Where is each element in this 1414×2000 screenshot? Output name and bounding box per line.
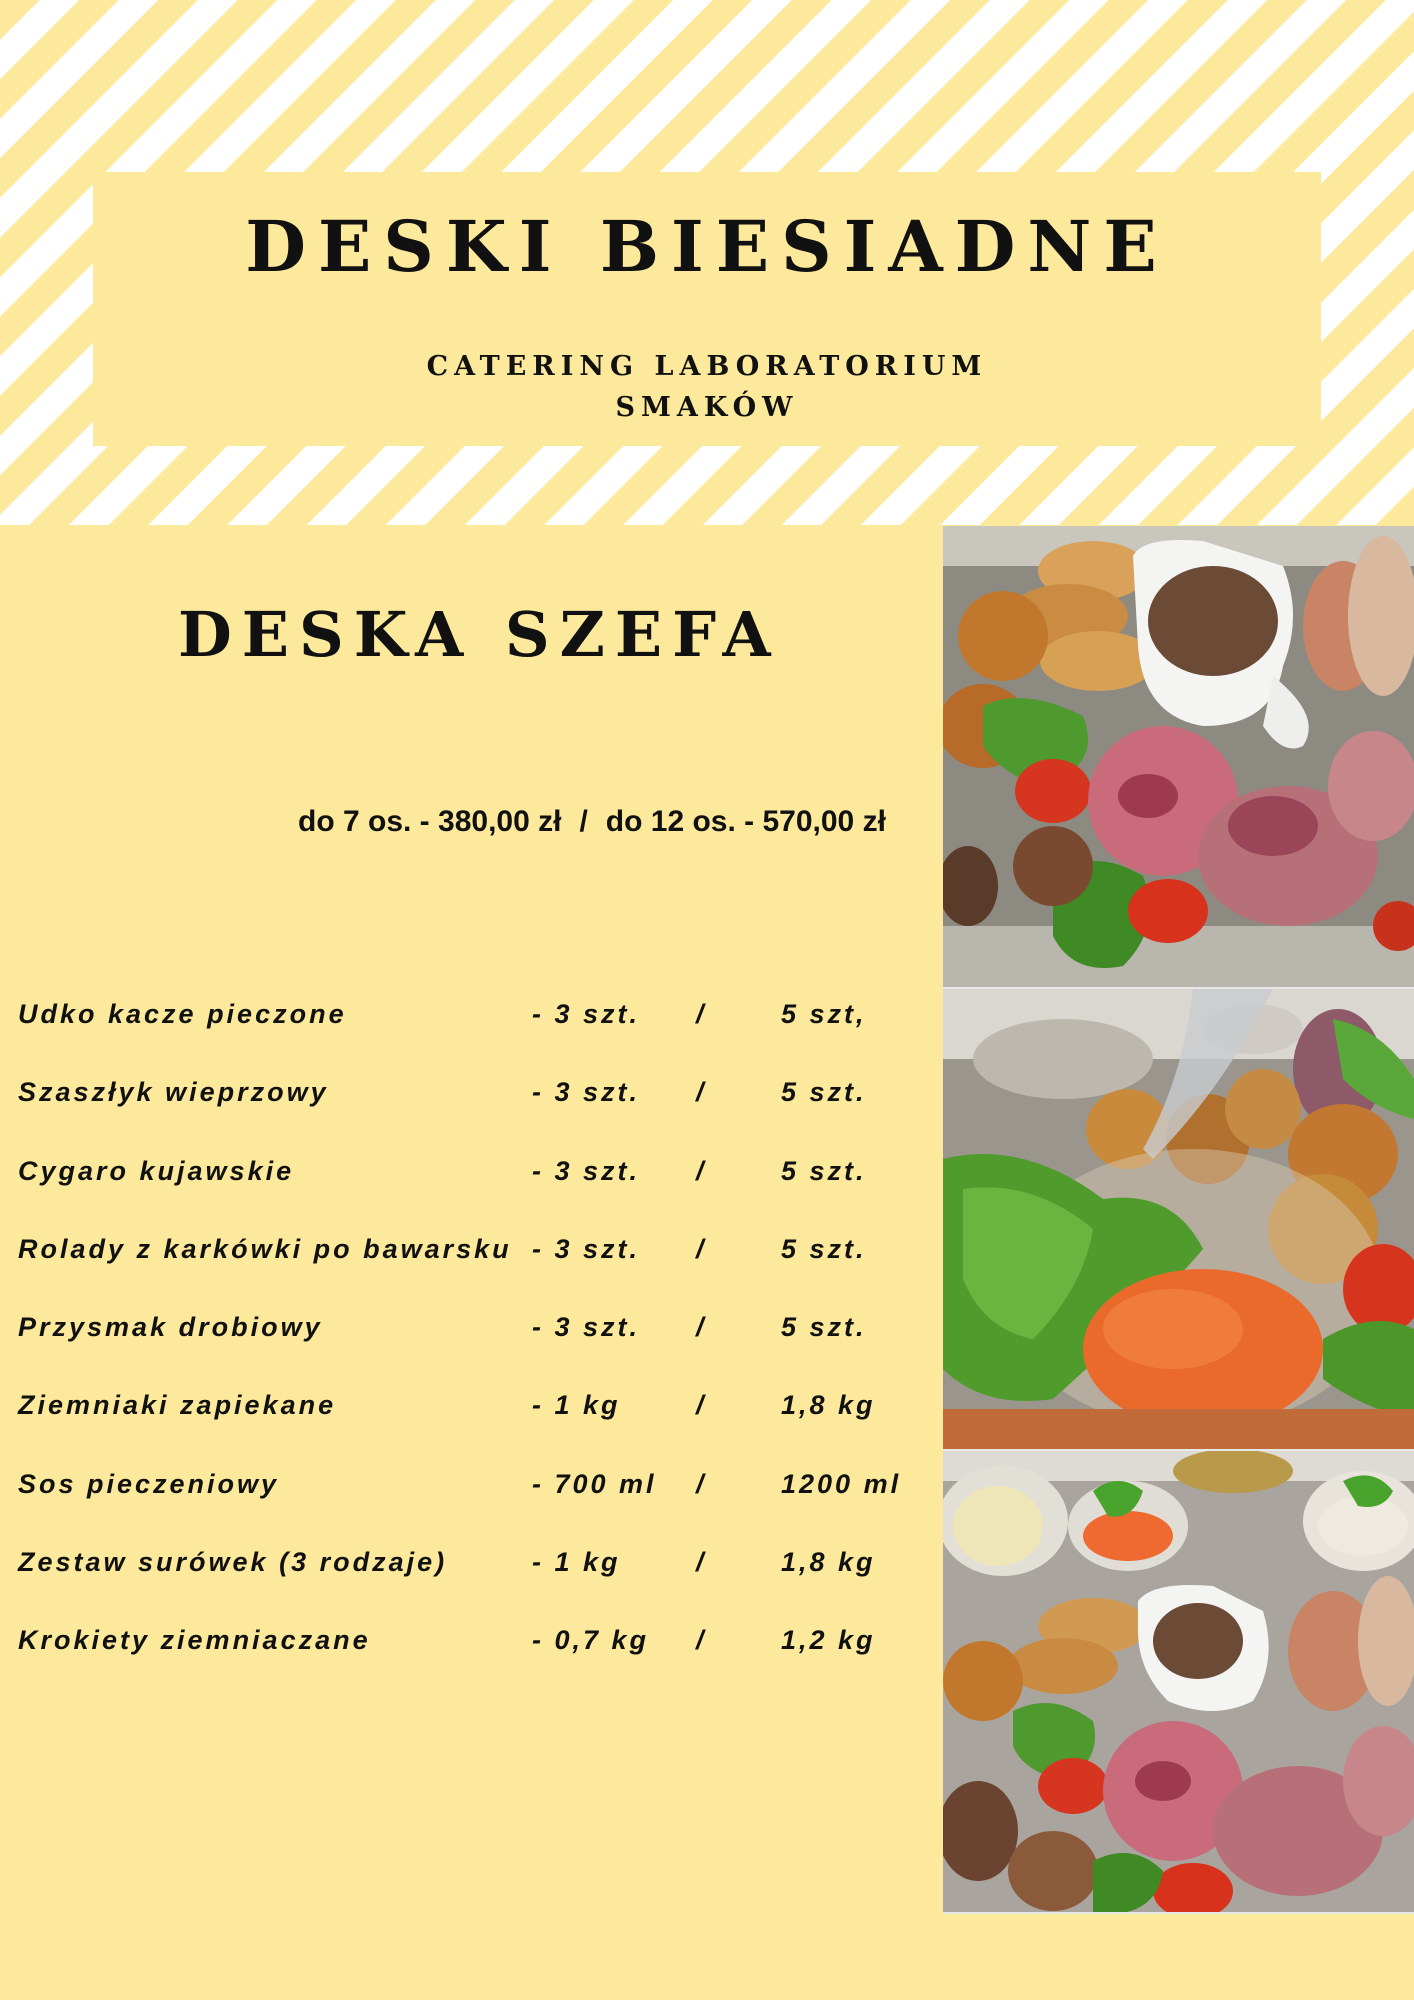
menu-item-separator: / xyxy=(696,1547,707,1578)
menu-item-quantity-large: 1,8 kg xyxy=(781,1547,876,1578)
menu-item-separator: / xyxy=(696,999,707,1029)
menu-item-separator: / xyxy=(696,1625,707,1656)
menu-item-quantity-large: 5 szt. xyxy=(781,1312,867,1343)
subtitle-line-1: CATERING LABORATORIUM xyxy=(426,351,988,382)
menu-item xyxy=(18,1308,938,1386)
menu-item-quantity-small: - 3 szt. xyxy=(532,1233,641,1264)
menu-item-quantity-large: 1,8 kg xyxy=(781,1390,876,1421)
subtitle-line-2: SMAKÓW xyxy=(615,392,799,423)
menu-item xyxy=(18,1465,938,1543)
food-photo-salads-image xyxy=(943,989,1414,1451)
menu-item-separator: / xyxy=(696,1155,707,1186)
menu-item-quantity-small: - 0,7 kg xyxy=(532,1625,650,1656)
menu-item-quantity-large: 5 szt. xyxy=(781,1233,867,1264)
menu-items-list xyxy=(18,995,938,1700)
menu-item-quantity-small: - 3 szt. xyxy=(532,999,641,1029)
food-photo-buffet-image xyxy=(943,1451,1414,1913)
menu-item-separator: / xyxy=(696,1312,707,1343)
food-photo-buffet xyxy=(943,1451,1414,1914)
menu-item-name: Przysmak drobiowy xyxy=(18,1312,323,1343)
menu-item-quantity-large: 1,2 kg xyxy=(781,1625,876,1656)
menu-item xyxy=(18,1073,938,1151)
menu-item-quantity-small: - 700 ml xyxy=(532,1468,657,1499)
price-small-group: do 7 os. - 380,00 zł xyxy=(298,805,562,838)
menu-item xyxy=(18,1621,938,1699)
menu-item-quantity-large: 5 szt. xyxy=(781,1077,867,1108)
menu-item-name: Sos pieczeniowy xyxy=(18,1468,280,1499)
page-title: DESKI BIESIADNE xyxy=(245,205,1169,288)
menu-item-quantity-large: 5 szt. xyxy=(781,1155,867,1186)
menu-item-quantity-small: - 1 kg xyxy=(532,1390,621,1421)
price-line xyxy=(298,805,886,839)
page-subtitle xyxy=(0,346,1414,428)
menu-item xyxy=(18,1386,938,1464)
menu-item-separator: / xyxy=(696,1390,707,1421)
menu-item-name: Szaszłyk wieprzowy xyxy=(18,1077,329,1108)
menu-item-quantity-small: - 3 szt. xyxy=(532,1077,641,1108)
menu-item-name: Krokiety ziemniaczane xyxy=(18,1625,371,1656)
menu-item-quantity-large: 1200 ml xyxy=(781,1468,902,1499)
photo-column xyxy=(943,526,1414,1914)
menu-item-name: Udko kacze pieczone xyxy=(18,999,347,1029)
menu-item-name: Ziemniaki zapiekane xyxy=(18,1390,337,1421)
menu-item-name: Rolady z karkówki po bawarsku xyxy=(18,1233,512,1264)
menu-item xyxy=(18,1152,938,1230)
food-photo-salads xyxy=(943,989,1414,1452)
price-large-group: do 12 os. - 570,00 zł xyxy=(605,805,886,838)
food-photo-platter xyxy=(943,526,1414,989)
menu-item xyxy=(18,1543,938,1621)
menu-item xyxy=(18,1230,938,1308)
menu-item-separator: / xyxy=(696,1077,707,1108)
menu-item-separator: / xyxy=(696,1468,707,1499)
menu-item-quantity-large: 5 szt, xyxy=(781,999,867,1029)
menu-item-name: Zestaw surówek (3 rodzaje) xyxy=(18,1547,448,1578)
price-separator: / xyxy=(579,805,588,838)
menu-item-name: Cygaro kujawskie xyxy=(18,1155,295,1186)
menu-item-quantity-small: - 3 szt. xyxy=(532,1312,641,1343)
menu-item-quantity-small: - 3 szt. xyxy=(532,1155,641,1186)
menu-item xyxy=(18,995,938,1073)
menu-item-quantity-small: - 1 kg xyxy=(532,1547,621,1578)
section-title: DESKA SZEFA xyxy=(178,598,781,671)
menu-item-separator: / xyxy=(696,1233,707,1264)
food-photo-platter-image xyxy=(943,526,1414,988)
